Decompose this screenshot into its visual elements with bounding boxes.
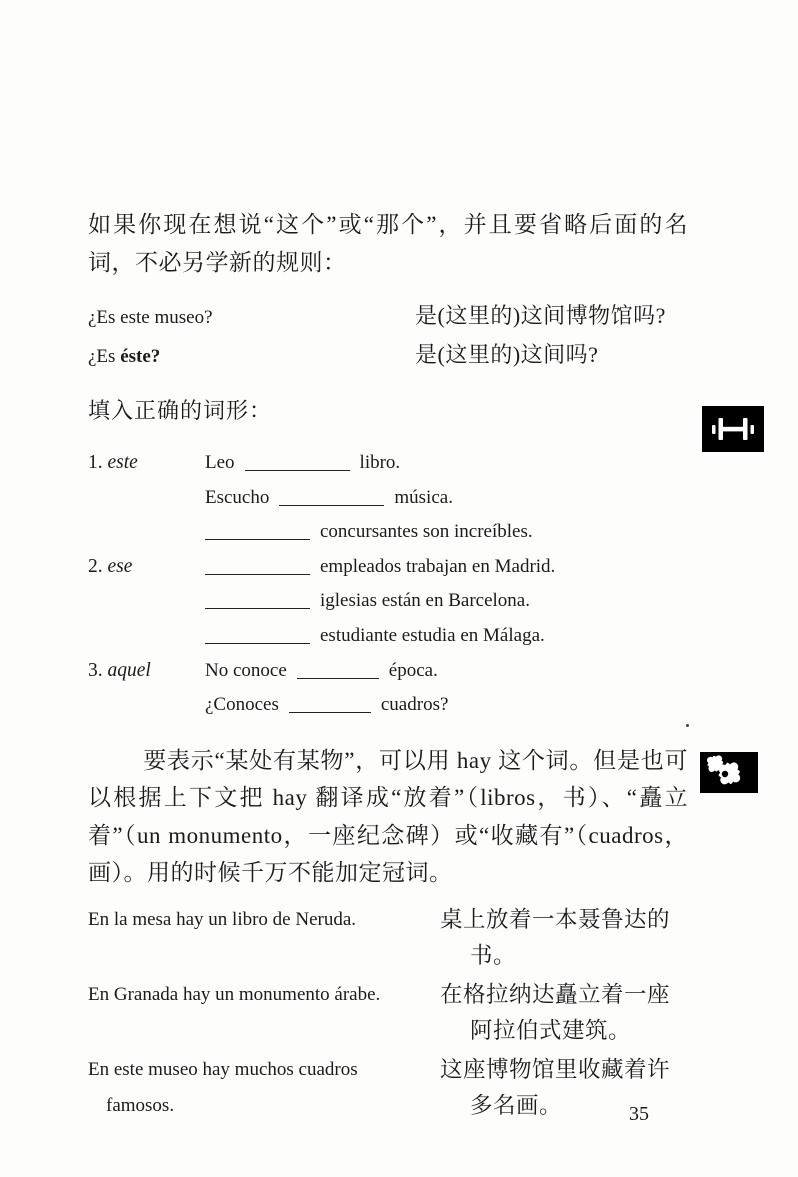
puzzle-icon [700,752,758,793]
text-after-blank: música. [394,486,453,508]
exercise-sentence [205,515,708,550]
intro-paragraph: 如果你现在想说“这个”或“那个”，并且要省略后面的名词，不必另学新的规则： [88,212,688,275]
text-after-blank: época. [388,659,438,681]
exercise-sentence [205,619,708,654]
spanish-sentence [88,977,440,1048]
group-number: 2. [88,555,103,577]
exercise-row [88,584,708,619]
chinese-translation [440,977,708,1048]
chinese-translation [440,1052,708,1123]
demo-pair-row [88,297,708,336]
text-after-blank: concursantes son increíbles. [320,521,533,543]
fill-in-blank [245,468,350,471]
chinese-line-1: 这座博物馆里收藏着许 [440,1057,671,1082]
fill-in-blank [289,710,371,713]
exercise-row [88,481,708,516]
exercise-row [88,688,708,723]
exercise-sentence [205,446,708,481]
group-word: este [107,452,138,473]
grammar-badge [700,752,758,793]
chinese-translation: 是(这里的)这间吗? [415,342,599,367]
chinese-translation [440,902,708,973]
group-word: ese [107,555,133,577]
text-after-blank: iglesias están en Barcelona. [320,590,530,612]
demo-pair-row [88,336,708,375]
exercise-sentence [205,688,708,723]
spanish-sentence [88,338,415,375]
group-number: 1. [88,452,103,473]
spanish-sentence [88,299,415,336]
example-pair-row [88,1052,708,1123]
exercise-sentence [205,550,708,585]
text-after-blank: cuadros? [380,694,449,716]
fill-in-blank [205,641,310,644]
fill-in-blank [279,503,384,506]
spanish-text: ¿Es este museo? [88,307,213,328]
chinese-line-2: 多名画。 [470,1092,563,1118]
demo-translation-pairs [88,297,708,375]
exercise-heading: 填入正确的词形： [88,398,273,423]
text-before-blank: Escucho [205,486,270,508]
spanish-sentence [88,1052,440,1123]
chinese-translation: 是(这里的)这间博物馆吗? [415,303,666,328]
group-word: aquel [107,659,151,681]
text-after-blank: libro. [359,452,401,473]
exercise-row [88,550,708,585]
exercise-sentence [205,481,708,516]
chinese-line-1: 桌上放着一本聂鲁达的 [440,907,671,932]
text-before-blank: No conoce [205,659,287,681]
spanish-sentence [88,902,440,973]
dumbbell-icon [702,406,764,452]
exercise-row [88,515,708,550]
hay-example-pairs [88,902,708,1127]
exercise-group-label [88,654,205,689]
chinese-line-2: 书。 [470,942,517,968]
exercise-row [88,619,708,654]
fill-in-blank [205,537,310,540]
fill-in-blank [297,676,379,679]
spanish-bold-text: éste? [120,346,161,367]
chinese-line-1: 在格拉纳达矗立着一座 [440,982,671,1007]
exercise-group-label [88,446,205,481]
text-before-blank: ¿Conoces [205,694,279,716]
text-after-blank: empleados trabajan en Madrid. [320,555,556,577]
exercise-sentence [205,654,708,689]
scan-speck [686,724,689,727]
exercise-sentence [205,584,708,619]
fill-in-blank [205,572,310,575]
exercise-badge [702,406,764,452]
spanish-line-2: famosos. [106,1094,175,1116]
group-number: 3. [88,659,103,681]
page-number: 35 [629,1103,649,1125]
exercise-table [88,446,708,723]
exercise-row [88,654,708,689]
example-pair-row [88,902,708,973]
text-after-blank: estudiante estudia en Málaga. [320,624,545,646]
spanish-line-1: En Granada hay un monumento árabe. [88,984,381,1005]
hay-paragraph: 要表示“某处有某物”，可以用 hay 这个词。但是也可以根据上下文把 hay 翻译成“放着”（libros，书）、“矗立着”（un monumento，一座纪念碑）或“收藏有”（cuadros，画）。用的时候千万不能加定冠词。 [88,748,688,886]
example-pair-row [88,977,708,1048]
text-before-blank: Leo [205,452,235,473]
exercise-group-label [88,550,205,585]
chinese-line-2: 阿拉伯式建筑。 [470,1017,632,1043]
spanish-line-1: En la mesa hay un libro de Neruda. [88,909,357,930]
fill-in-blank [205,606,310,609]
spanish-text: ¿Es [88,346,121,367]
exercise-row [88,446,708,481]
spanish-line-1: En este museo hay muchos cuadros [88,1059,358,1080]
